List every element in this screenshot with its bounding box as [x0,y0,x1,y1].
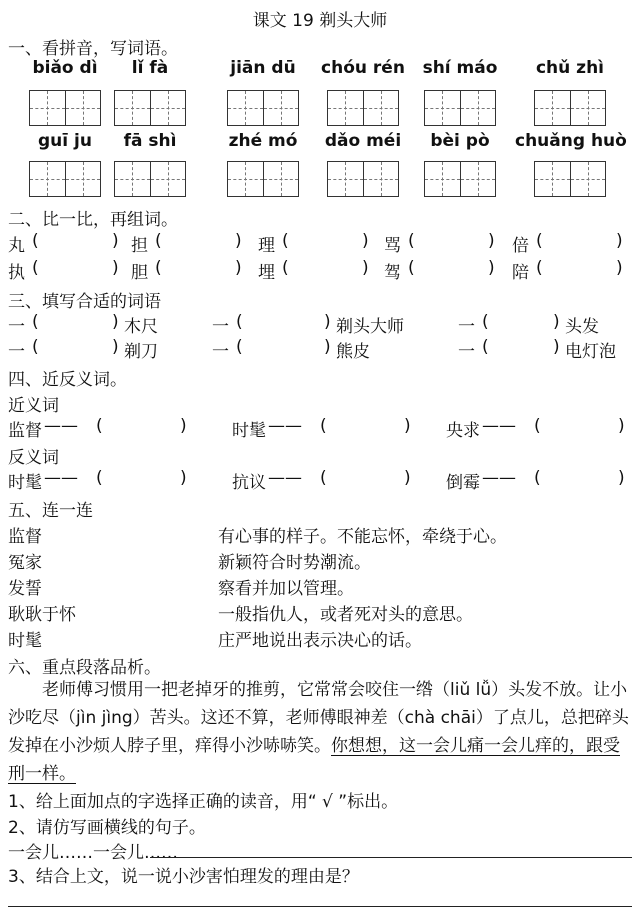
paren-close: ) [618,416,625,436]
paren-open: ( [96,416,103,436]
match-definition[interactable]: 察看并加以管理。 [218,579,354,599]
pinyin-label: chóu rén [321,58,405,78]
dash: —— [44,416,78,436]
grid-cell[interactable] [115,162,151,196]
compare-char: 执 [8,263,25,283]
paren-close: ) [362,258,369,278]
dash: —— [482,468,516,488]
dash: —— [44,468,78,488]
measure-target: 剃刀 [124,342,158,362]
dash: —— [268,416,302,436]
grid-cell[interactable] [264,162,299,196]
paren-open: ( [155,258,162,278]
paren-close: ) [404,416,411,436]
paren-close: ) [488,231,495,251]
grid-cell[interactable] [364,91,399,125]
paren-close: ) [180,416,187,436]
match-term[interactable]: 发誓 [8,579,42,599]
prefix-yi: 一 [458,317,475,337]
paren-open: ( [320,468,327,488]
grid-cell[interactable] [228,162,264,196]
match-definition[interactable]: 新颖符合时势潮流。 [218,553,371,573]
grid-cell[interactable] [30,162,66,196]
section4-heading: 四、近反义词。 [8,370,127,390]
paren-open: ( [408,258,415,278]
grid-cell[interactable] [328,162,364,196]
vocab-word: 监督 [8,421,42,441]
paren-open: ( [536,258,543,278]
match-term[interactable]: 耿耿于怀 [8,605,76,625]
grid-cell[interactable] [115,91,151,125]
paren-close: ) [235,231,242,251]
antonym-label: 反义词 [8,448,59,468]
page-title: 课文 19 剃头大师 [252,11,388,31]
pinyin-label: zhé mó [228,131,298,151]
writing-grid[interactable] [114,90,186,126]
paren-close: ) [324,337,331,357]
grid-cell[interactable] [535,91,571,125]
section1-heading: 一、看拼音，写词语。 [8,39,178,59]
grid-cell[interactable] [571,91,606,125]
paren-close: ) [324,312,331,332]
match-definition[interactable]: 有心事的样子。不能忘怀，牵绕于心。 [218,527,507,547]
dotted-char: 差 [370,708,388,728]
pinyin-label: chuǎng huò [515,131,627,151]
prefix-yi: 一 [212,317,229,337]
paren-close: ) [553,337,560,357]
compare-char: 埋 [258,263,275,283]
pinyin-choice[interactable]: （liǔ lǚ） [433,680,509,700]
grid-cell[interactable] [151,91,186,125]
pinyin-label: guī ju [38,131,92,151]
paren-open: ( [96,468,103,488]
paren-close: ) [616,231,623,251]
paren-close: ) [404,468,411,488]
match-definition[interactable]: 庄严地说出表示决心的话。 [218,631,422,651]
pinyin-label: shí máo [422,58,498,78]
paren-open: ( [236,337,243,357]
dotted-char: 尽 [42,708,59,728]
paren-close: ) [362,231,369,251]
compare-char: 骂 [384,236,401,256]
compare-char: 陪 [512,263,529,283]
writing-grid[interactable] [327,161,399,197]
match-term[interactable]: 监督 [8,527,42,547]
paren-open: ( [408,231,415,251]
paren-open: ( [236,312,243,332]
paren-open: ( [32,312,39,332]
writing-grid[interactable] [29,90,101,126]
compare-char: 驾 [384,263,401,283]
pinyin-label: dǎo méi [324,131,402,151]
pinyin-label: jiān dū [230,58,296,78]
answer-line[interactable] [8,906,632,907]
grid-cell[interactable] [66,91,101,125]
vocab-word: 抗议 [232,473,266,493]
measure-target: 头发 [565,317,599,337]
writing-grid[interactable] [227,161,299,197]
dotted-char: 绺 [416,680,433,700]
paren-close: ) [553,312,560,332]
paren-close: ) [112,337,119,357]
question-2: 2、请仿写画横线的句子。 [8,818,206,838]
paren-close: ) [112,312,119,332]
measure-target: 电灯泡 [565,342,616,362]
question-1: 1、给上面加点的字选择正确的读音，用“ √ ”标出。 [8,792,399,812]
writing-grid[interactable] [534,90,606,126]
grid-cell[interactable] [264,91,299,125]
measure-target: 熊皮 [336,342,370,362]
vocab-word: 时髦 [232,421,266,441]
paren-open: ( [32,231,39,251]
paren-open: ( [32,337,39,357]
grid-cell[interactable] [461,162,496,196]
pinyin-choice[interactable]: （chà chāi） [387,708,493,728]
paren-open: ( [534,468,541,488]
writing-grid[interactable] [424,90,496,126]
grid-cell[interactable] [30,91,66,125]
prefix-yi: 一 [8,342,25,362]
paren-open: ( [534,416,541,436]
dash: —— [482,416,516,436]
underlined-sentence: 你想想，这一会儿痛一会儿痒的，跟受刑一样。 [8,736,620,784]
section6-heading: 六、重点段落品析。 [8,658,161,678]
grid-cell[interactable] [461,91,496,125]
question-2-stem: 一会儿……一会儿…… [8,843,178,863]
measure-target: 木尺 [124,317,158,337]
vocab-word: 央求 [446,421,480,441]
paren-open: ( [155,231,162,251]
paren-close: ) [616,258,623,278]
paren-open: ( [282,231,289,251]
question-3: 3、结合上文，说一说小沙害怕理发的理由是？ [8,867,359,887]
paren-close: ) [112,231,119,251]
grid-cell[interactable] [364,162,399,196]
grid-cell[interactable] [66,162,101,196]
paren-open: ( [536,231,543,251]
writing-grid[interactable] [29,161,101,197]
passage: 老师傅习惯用一把老掉牙的推剪，它常常会咬住一绺（liǔ lǚ）头发不放。让小沙吃尽（jìn jìng）苦头。这还不算，老师傅眼神差（chà chāi）了点儿，总把碎头发掉在小沙烦人脖子里，痒得小沙哧哧笑。你想想，这一会儿痛一会儿痒的，跟受刑一样。 [8,680,629,784]
paren-close: ) [235,258,242,278]
prefix-yi: 一 [458,342,475,362]
compare-char: 胆 [131,263,148,283]
writing-grid[interactable] [424,161,496,197]
vocab-word: 倒霉 [446,473,480,493]
writing-grid[interactable] [534,161,606,197]
grid-cell[interactable] [425,91,461,125]
match-term[interactable]: 时髦 [8,631,42,651]
pinyin-label: biǎo dì [32,58,98,78]
pinyin-label: fā shì [123,131,177,151]
paren-close: ) [180,468,187,488]
grid-cell[interactable] [328,91,364,125]
pinyin-label: bèi pò [430,131,490,151]
grid-cell[interactable] [151,162,186,196]
dash: —— [268,468,302,488]
writing-grid[interactable] [327,90,399,126]
writing-grid[interactable] [114,161,186,197]
grid-cell[interactable] [571,162,606,196]
measure-target: 剃头大师 [336,317,404,337]
compare-char: 理 [258,236,275,256]
section3-heading: 三、填写合适的词语 [8,292,161,312]
paren-open: ( [320,416,327,436]
prefix-yi: 一 [8,317,25,337]
synonym-label: 近义词 [8,396,59,416]
match-term[interactable]: 冤家 [8,553,42,573]
pinyin-label: chǔ zhì [535,58,605,78]
compare-char: 担 [131,236,148,256]
section5-heading: 五、连一连 [8,501,93,521]
match-definition[interactable]: 一般指仇人，或者死对头的意思。 [218,605,473,625]
prefix-yi: 一 [212,342,229,362]
pinyin-label: lǐ fà [131,58,169,78]
paren-open: ( [482,312,489,332]
paren-open: ( [282,258,289,278]
paren-close: ) [112,258,119,278]
writing-grid[interactable] [227,90,299,126]
compare-char: 倍 [512,236,529,256]
vocab-word: 时髦 [8,473,42,493]
pinyin-choice[interactable]: （jìn jìng） [59,708,150,728]
paren-open: ( [482,337,489,357]
answer-line[interactable] [150,857,632,858]
paren-open: ( [32,258,39,278]
paren-close: ) [488,258,495,278]
paren-close: ) [618,468,625,488]
compare-char: 丸 [8,236,25,256]
section2-heading: 二、比一比，再组词。 [8,210,178,230]
grid-cell[interactable] [228,91,264,125]
grid-cell[interactable] [535,162,571,196]
grid-cell[interactable] [425,162,461,196]
